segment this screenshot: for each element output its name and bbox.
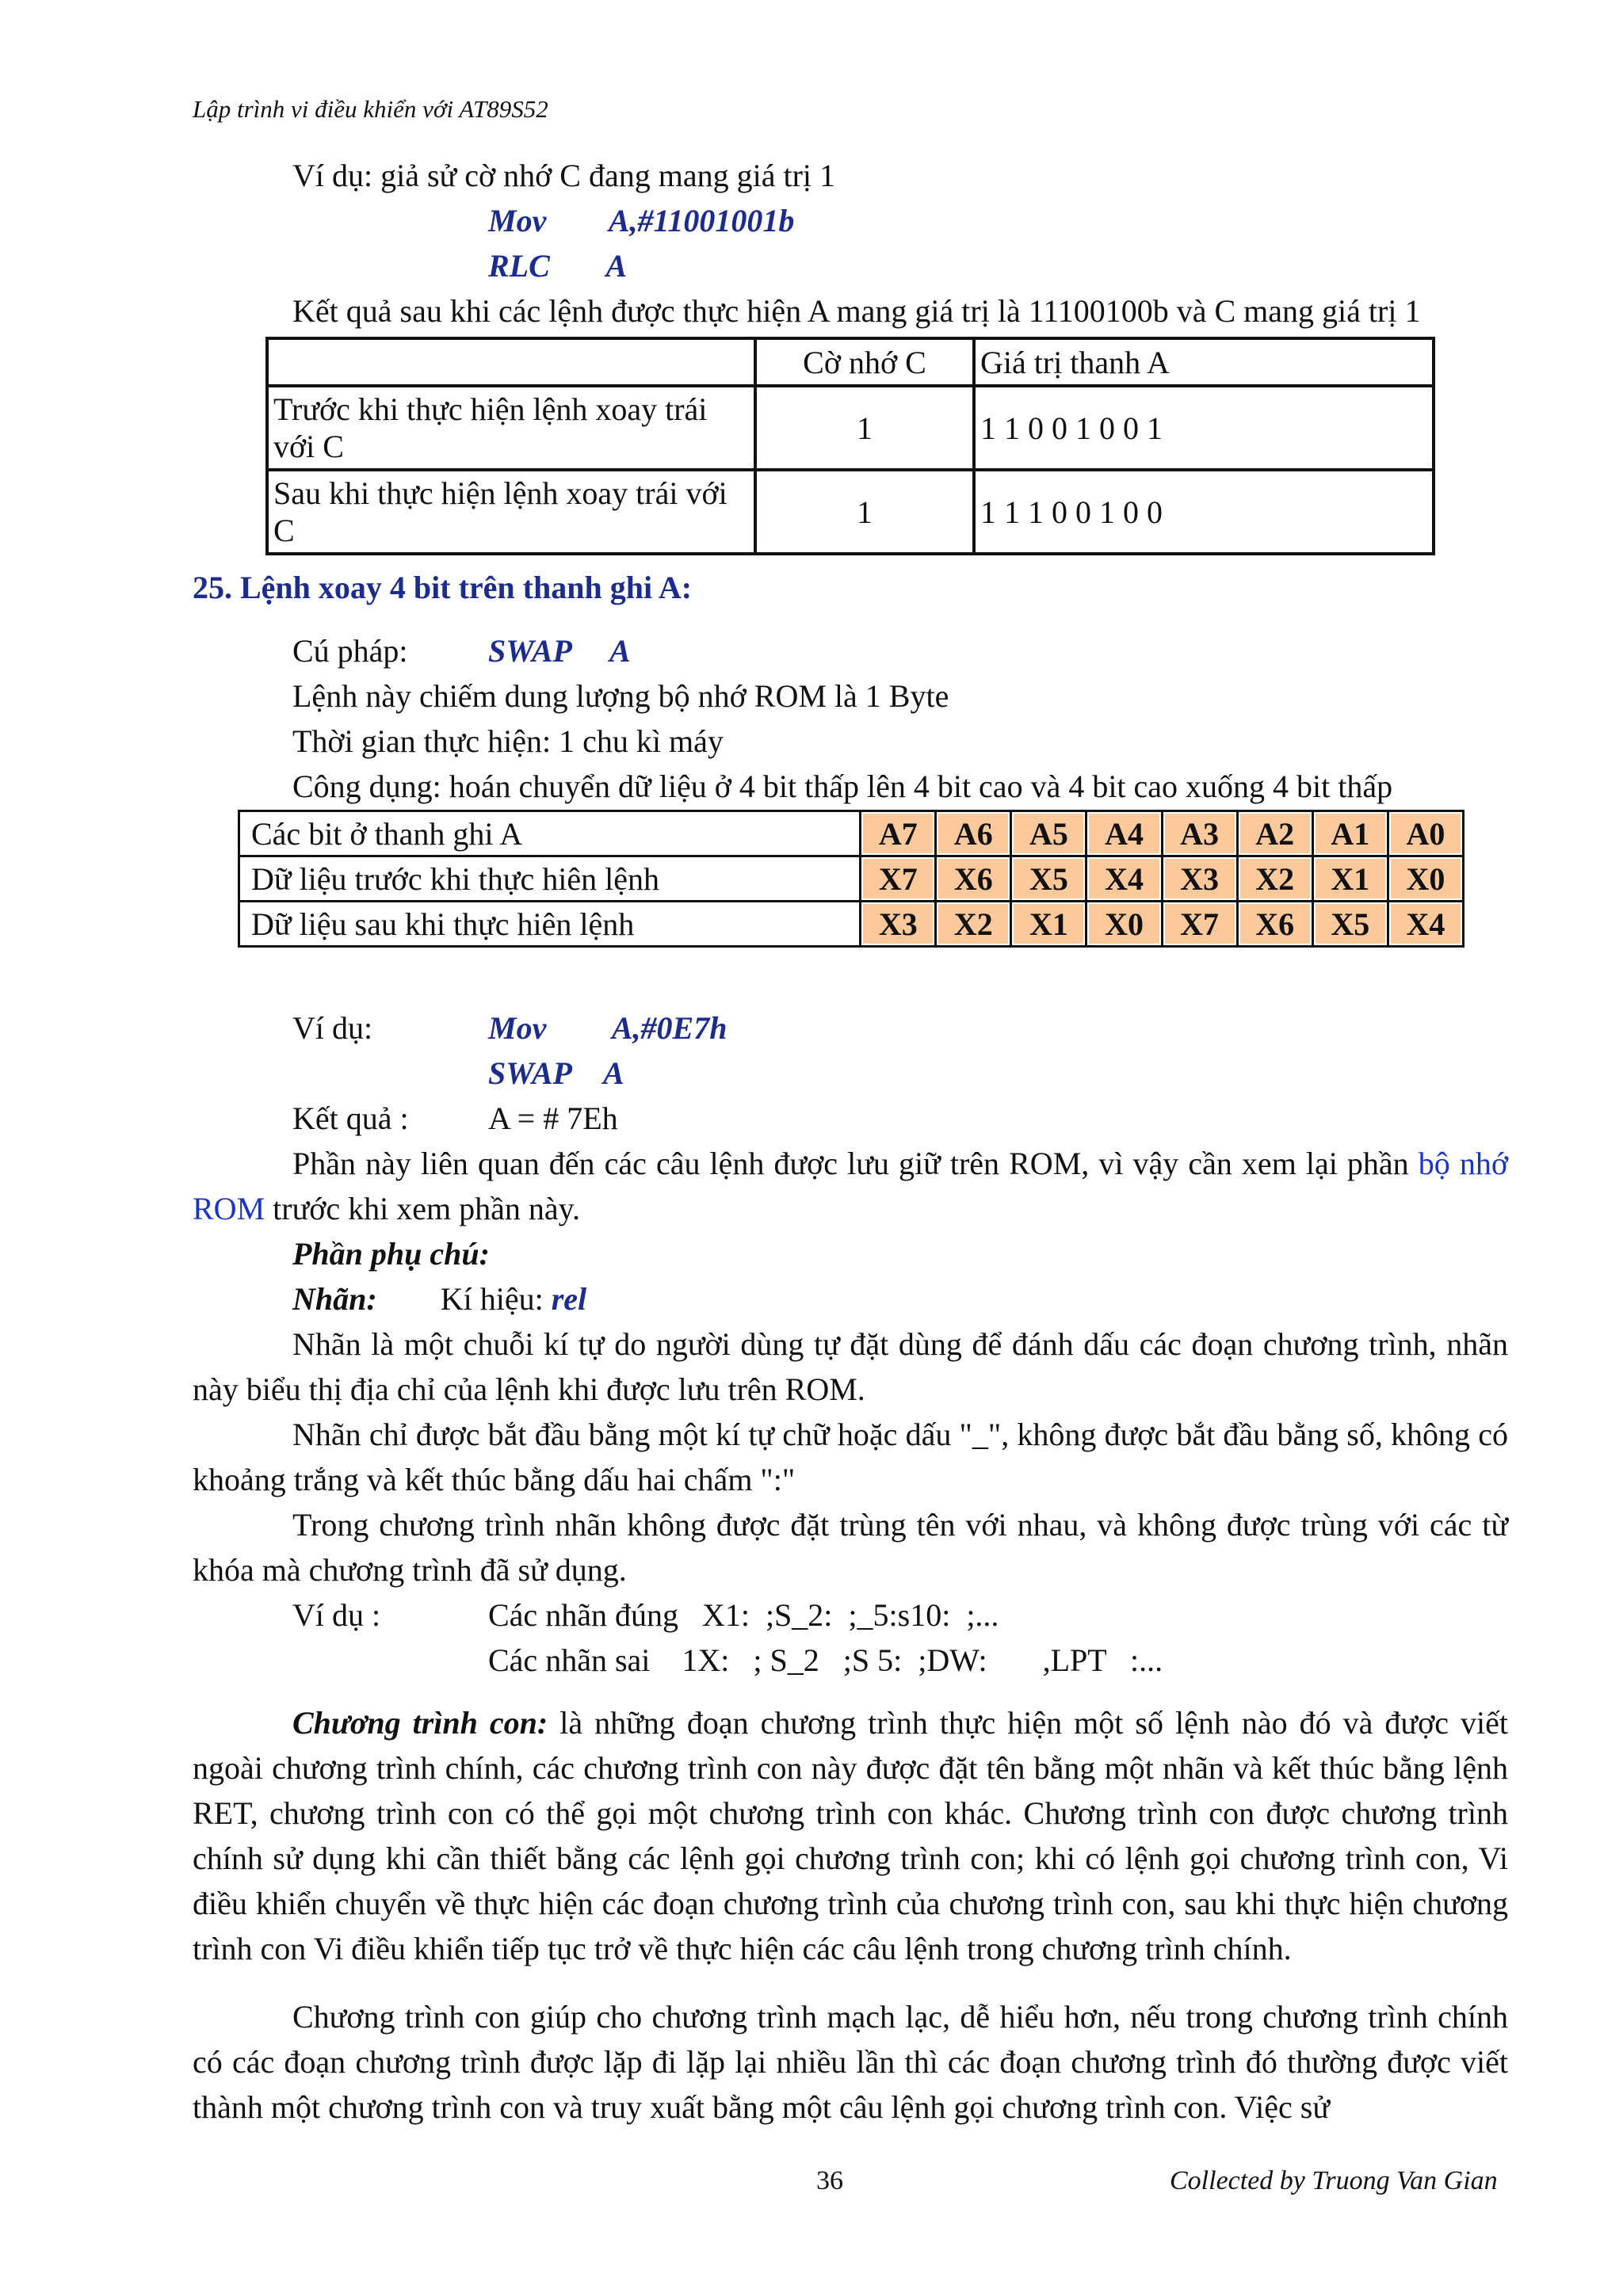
- section-heading: 25. Lệnh xoay 4 bit trên thanh ghi A:: [193, 570, 693, 605]
- page-number: 36: [816, 2166, 843, 2195]
- swap-bits-table: [238, 810, 1465, 948]
- subroutine-paragraph-2: Chương trình con giúp cho chương trình mạch lạc, dễ hiểu hơn, nếu trong chương trình chính có các đoạn chương trình được lặp đi lặp lại nhiều lần thì các đoạn chương trình đó thường được viết thành một chương trình con và truy xuất bằng một câu lệnh gọi chương trình con. Việc sử: [193, 1999, 1508, 2125]
- bit-cell: A5: [1011, 811, 1086, 856]
- symbol-label: Kí hiệu:: [440, 1281, 544, 1317]
- rlc-result-table: [265, 337, 1435, 555]
- bit-cell: A0: [1388, 811, 1463, 856]
- table-row: [267, 470, 1434, 554]
- table-cell: 1 1 1 0 0 1 0 0: [974, 470, 1434, 554]
- table-header-row: [267, 338, 1434, 386]
- bit-cell: X6: [936, 856, 1011, 902]
- table-cell: Trước khi thực hiện lệnh xoay trái với C: [267, 386, 755, 470]
- bit-cell: A2: [1237, 811, 1312, 856]
- bit-cell: A1: [1312, 811, 1388, 856]
- rom-note-after: trước khi xem phần này.: [273, 1191, 581, 1226]
- bit-cell: X7: [1162, 902, 1237, 947]
- code-arg: A: [609, 633, 631, 669]
- bit-cell: X1: [1312, 856, 1388, 902]
- bit-cell: X1: [1011, 902, 1086, 947]
- subroutine-term: Chương trình con:: [292, 1705, 548, 1741]
- code-op: SWAP: [488, 633, 571, 669]
- result-label: Kết quả :: [292, 1100, 409, 1136]
- example1-result: Kết quả sau khi các lệnh được thực hiện A mang giá trị là 11100100b và C mang giá trị 1: [292, 293, 1421, 329]
- code-op: SWAP: [488, 1055, 571, 1091]
- label-title: Nhãn:: [292, 1281, 377, 1317]
- table-header-cell: [267, 338, 755, 386]
- code-line-swap: [488, 1051, 624, 1096]
- bit-cell: A7: [861, 811, 936, 856]
- code-line-rlc: [488, 243, 627, 288]
- bit-cell: A6: [936, 811, 1011, 856]
- bit-cell: X3: [861, 902, 936, 947]
- bit-cell: X5: [1312, 902, 1388, 947]
- running-header: Lập trình vi điều khiển với AT89S52: [193, 95, 548, 123]
- rom-size-text: Lệnh này chiếm dung lượng bộ nhớ ROM là 1 Byte: [292, 678, 949, 714]
- table-header-cell: Giá trị thanh A: [974, 338, 1434, 386]
- table-row: [239, 856, 1464, 902]
- code-arg: A,#0E7h: [611, 1010, 727, 1046]
- exec-time-text: Thời gian thực hiện: 1 chu kì máy: [292, 723, 724, 759]
- code-op: Mov: [488, 203, 547, 238]
- code-arg: A: [603, 1055, 624, 1091]
- code-op: Mov: [488, 1010, 547, 1046]
- subroutine-paragraph-1: [193, 1700, 1508, 1971]
- rom-memory-link[interactable]: bộ nhớ ROM: [193, 1146, 1508, 1226]
- invalid-labels-example: Các nhãn sai 1X: ; S_2 ;S 5: ;DW: ,LPT :...: [488, 1642, 1163, 1678]
- row-label: Dữ liệu sau khi thực hiên lệnh: [239, 902, 861, 947]
- bit-cell: X5: [1011, 856, 1086, 902]
- bit-cell: X2: [1237, 856, 1312, 902]
- symbol-value: rel: [551, 1281, 587, 1317]
- bit-cell: A3: [1162, 811, 1237, 856]
- label-paragraph-2: Nhãn chỉ được bắt đầu bằng một kí tự chữ hoặc dấu "_", không được bắt đầu bằng số, không có khoảng trắng và kết thúc bằng dấu hai chấm ":": [193, 1417, 1508, 1497]
- table-row: [267, 386, 1434, 470]
- example1-intro: Ví dụ: giả sử cờ nhớ C đang mang giá trị 1: [292, 158, 835, 193]
- bit-cell: X2: [936, 902, 1011, 947]
- label-definition-line: [292, 1276, 586, 1322]
- usage-text: Công dụng: hoán chuyển dữ liệu ở 4 bit thấp lên 4 bit cao và 4 bit cao xuống 4 bit thấp: [292, 769, 1393, 804]
- bit-cell: X0: [1388, 856, 1463, 902]
- bit-cell: X3: [1162, 856, 1237, 902]
- label-paragraph-3: Trong chương trình nhãn không được đặt trùng tên với nhau, và không được trùng với các từ khóa mà chương trình đã sử dụng.: [193, 1507, 1508, 1588]
- table-row: [239, 902, 1464, 947]
- label-example-label: Ví dụ :: [292, 1597, 381, 1633]
- code-line-mov: [488, 1005, 727, 1051]
- code-arg: A,#11001001b: [608, 203, 795, 238]
- row-label: Các bit ở thanh ghi A: [239, 811, 861, 856]
- bit-cell: X6: [1237, 902, 1312, 947]
- subroutine-text: là những đoạn chương trình thực hiện một số lệnh nào đó và được viết ngoài chương trình chính, các chương trình con này được đặt tên bằng một nhãn và kết thúc bằng lệnh RET, chương trình con có thể gọi một chương trình con khác. Chương trình con được chương trình chính sử dụng khi cần thiết bằng các lệnh gọi chương trình con; khi có lệnh gọi chương trình con, Vi điều khiển chuyển về thực hiện các đoạn chương trình của chương trình con, sau khi thực hiện chương trình con Vi điều khiển tiếp tục trở về thực hiện các câu lệnh trong chương trình chính.: [193, 1705, 1508, 1966]
- table-cell: 1: [755, 470, 974, 554]
- footer-credit: Collected by Truong Van Gian: [1170, 2166, 1498, 2195]
- rom-note-text: Phần này liên quan đến các câu lệnh được lưu giữ trên ROM, vì vậy cần xem lại phần: [292, 1146, 1409, 1181]
- valid-labels-example: Các nhãn đúng X1: ;S_2: ;_5:s10: ;...: [488, 1597, 999, 1633]
- bit-cell: A4: [1086, 811, 1162, 856]
- appendix-title: Phần phụ chú:: [292, 1236, 490, 1272]
- bit-cell: X4: [1388, 902, 1463, 947]
- table-row: [239, 811, 1464, 856]
- code-line-mov: [488, 198, 794, 243]
- rom-note-paragraph: [193, 1141, 1508, 1231]
- code-op: RLC: [488, 248, 550, 284]
- syntax-label: Cú pháp:: [292, 633, 408, 669]
- row-label: Dữ liệu trước khi thực hiên lệnh: [239, 856, 861, 902]
- label-paragraph-1: Nhãn là một chuỗi kí tự do người dùng tự đặt dùng để đánh dấu các đoạn chương trình, nhãn này biểu thị địa chỉ của lệnh khi được lưu trên ROM.: [193, 1326, 1508, 1407]
- result-value: A = # 7Eh: [488, 1100, 618, 1136]
- example2-label: Ví dụ:: [292, 1010, 373, 1046]
- code-arg: A: [605, 248, 627, 284]
- table-header-cell: Cờ nhớ C: [755, 338, 974, 386]
- syntax-code: [488, 628, 631, 673]
- bit-cell: X0: [1086, 902, 1162, 947]
- table-cell: Sau khi thực hiện lệnh xoay trái với C: [267, 470, 755, 554]
- table-cell: 1: [755, 386, 974, 470]
- bit-cell: X4: [1086, 856, 1162, 902]
- bit-cell: X7: [861, 856, 936, 902]
- table-cell: 1 1 0 0 1 0 0 1: [974, 386, 1434, 470]
